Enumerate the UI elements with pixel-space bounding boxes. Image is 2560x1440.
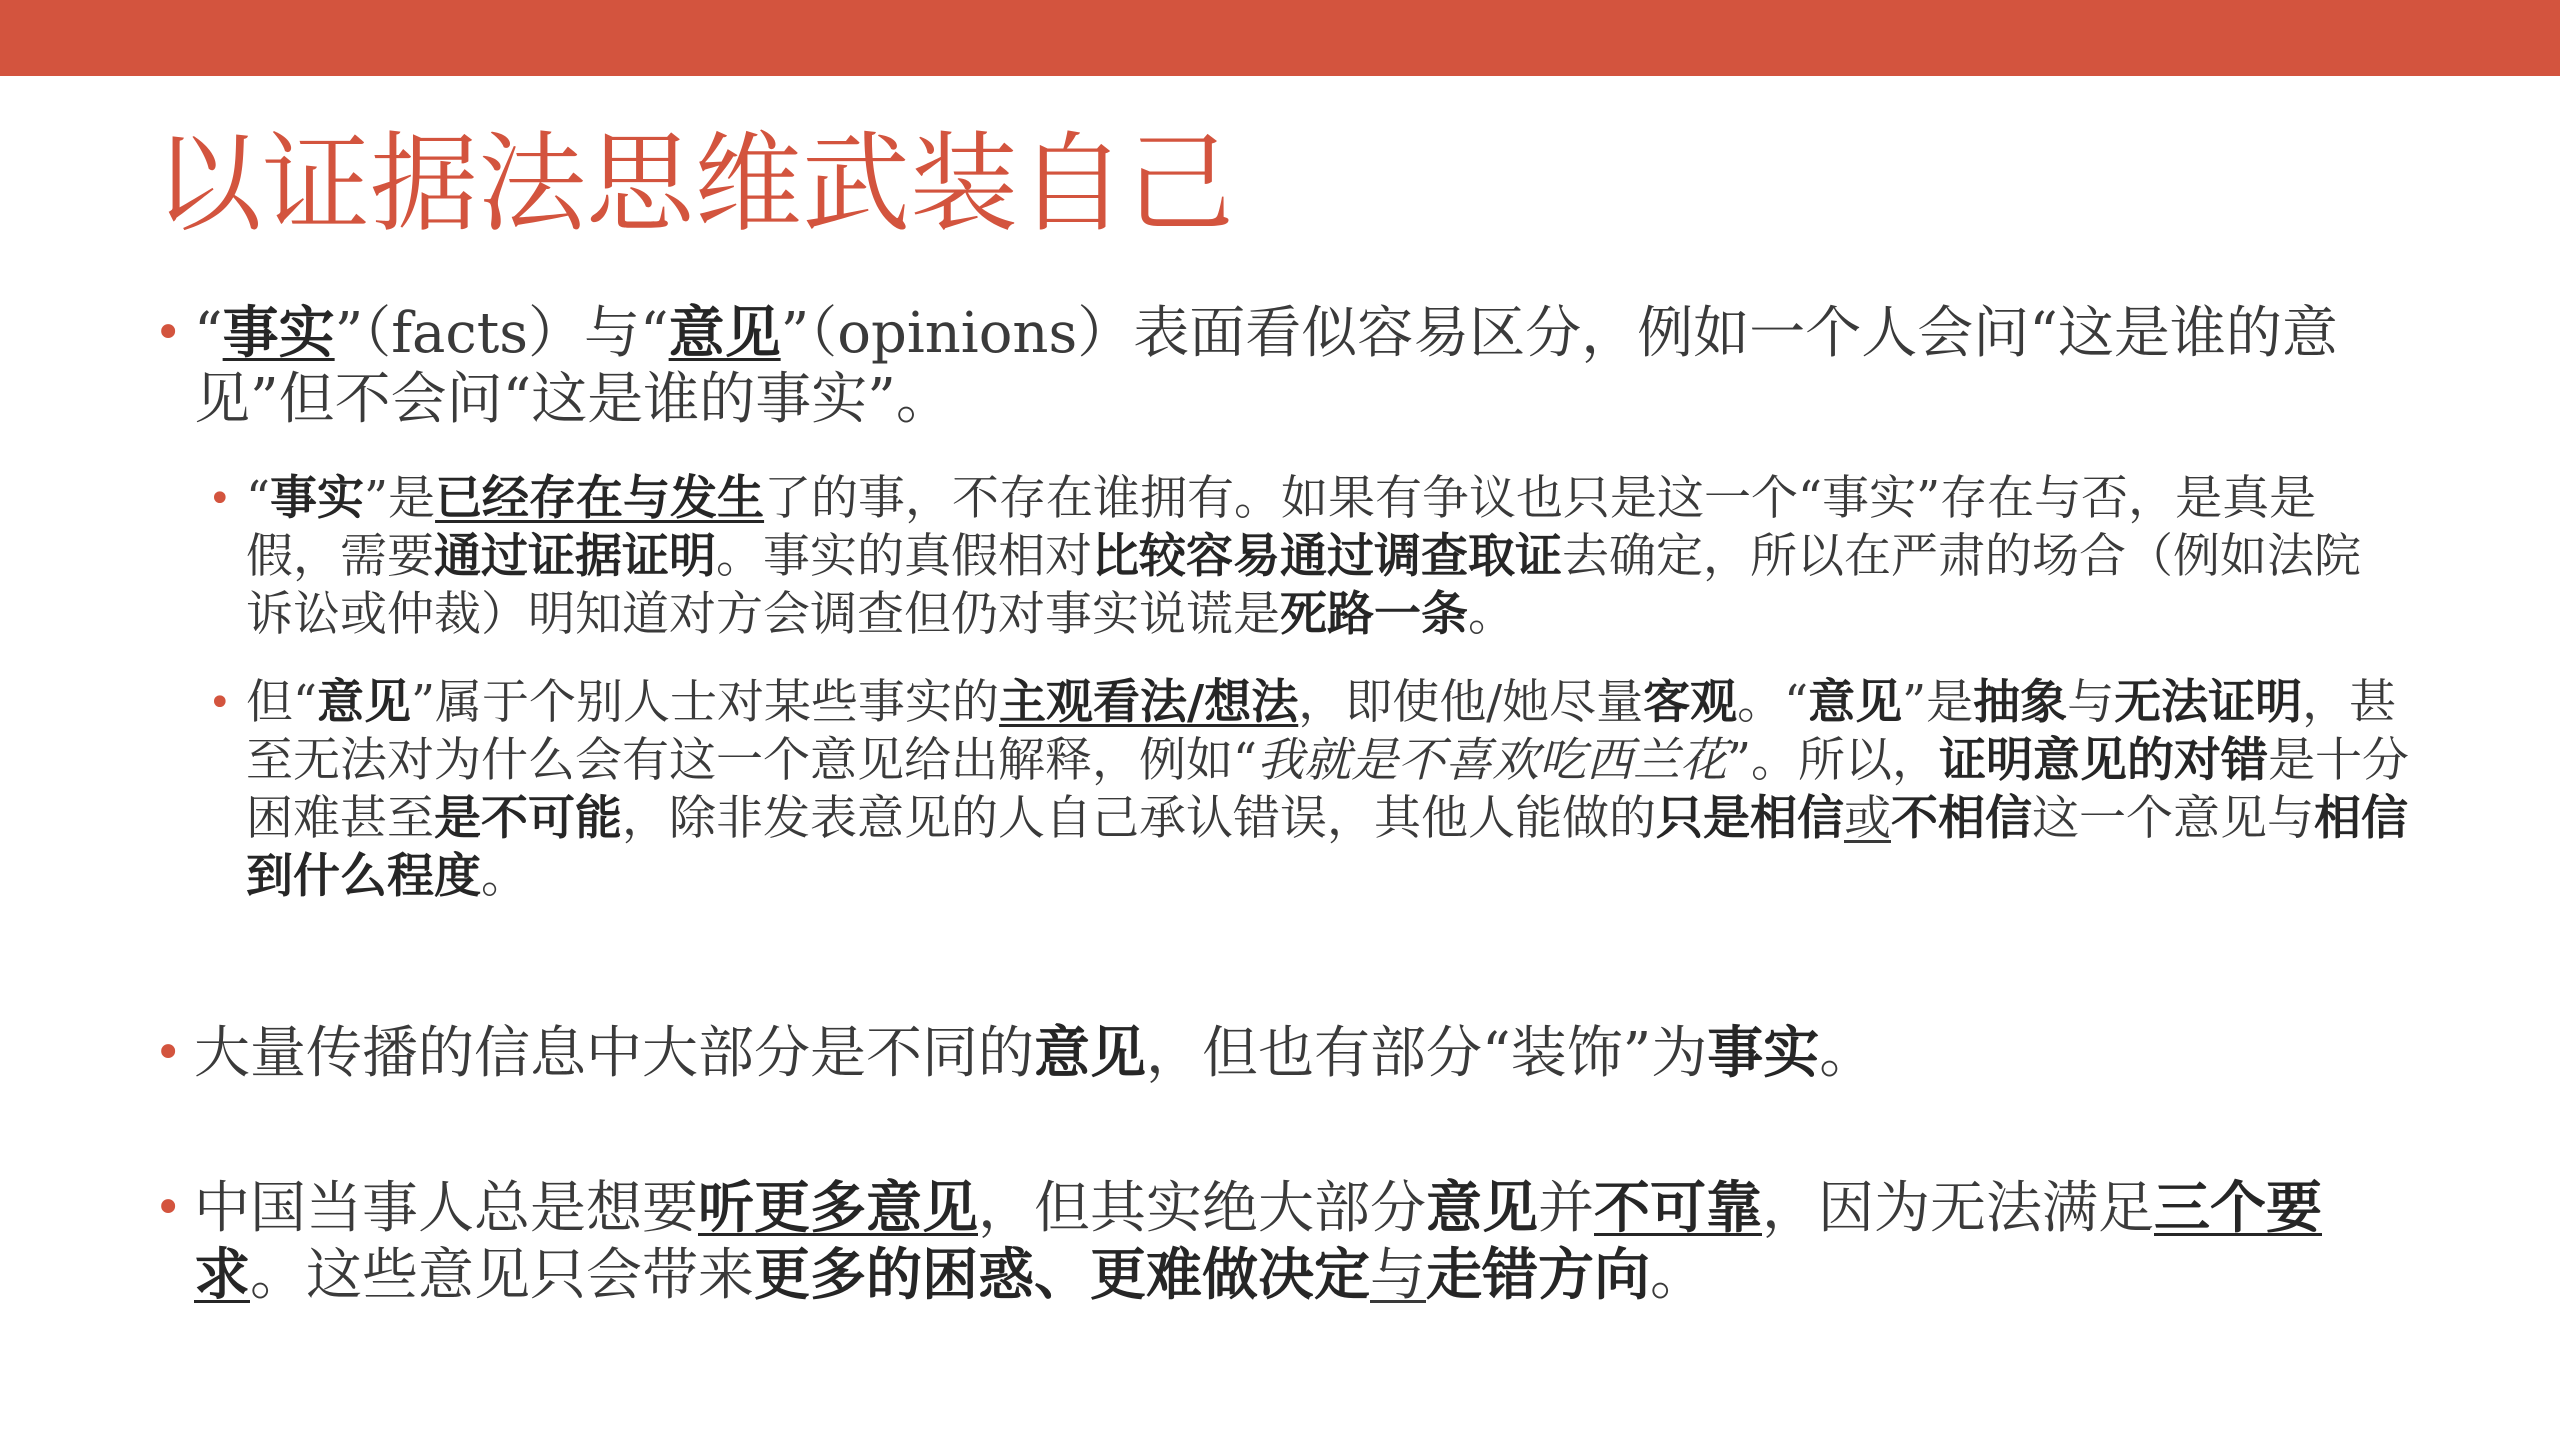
bullet-icon: • bbox=[154, 1180, 183, 1236]
bullet-text: 大量传播的信息中大部分是不同的意见，但也有部分“装饰”为事实。 bbox=[194, 1020, 1876, 1086]
sub-bullet-opinions bbox=[208, 674, 2416, 906]
bullet-text: 但“意见”属于个别人士对某些事实的主观看法/想法，即使他/她尽量客观。“意见”是抽象与无法证明，甚至无法对为什么会有这一个意见给出解释，例如“我就是不喜欢吃西兰花”。所以，证明意见的对错是十分困难甚至是不可能，除非发表意见的人自己承认错误，其他人能做的只是相信或不相信这一个意见与相信到什么程度。 bbox=[246, 675, 2410, 904]
bullet-text: “事实”（facts）与“意见”（opinions）表面看似容易区分，例如一个人会问“这是谁的意见”但不会问“这是谁的事实”。 bbox=[194, 300, 2338, 432]
bullet-icon: • bbox=[208, 680, 232, 726]
slide-title: 以证据法思维武装自己 bbox=[154, 122, 1235, 247]
bullet-text: 中国当事人总是想要听更多意见，但其实绝大部分意见并不可靠，因为无法满足三个要求。这些意见只会带来更多的困惑、更难做决定与走错方向。 bbox=[194, 1175, 2322, 1308]
bullet-text: “事实”是已经存在与发生了的事，不存在谁拥有。如果有争议也只是这一个“事实”存在与否，是真是假，需要通过证据证明。事实的真假相对比较容易通过调查取证去确定，所以在严肃的场合（例如法院诉讼或仲裁）明知道对方会调查但仍对事实说谎是死路一条。 bbox=[246, 471, 2361, 642]
bullet-chinese-parties bbox=[154, 1175, 2384, 1309]
bullet-icon: • bbox=[208, 476, 232, 522]
sub-bullet-facts bbox=[208, 470, 2396, 644]
bullet-icon: • bbox=[154, 1025, 183, 1081]
bullet-facts-vs-opinions bbox=[154, 300, 2424, 433]
top-accent-bar bbox=[0, 0, 2560, 76]
bullet-icon: • bbox=[154, 305, 183, 361]
bullet-information-spread bbox=[154, 1020, 2424, 1087]
